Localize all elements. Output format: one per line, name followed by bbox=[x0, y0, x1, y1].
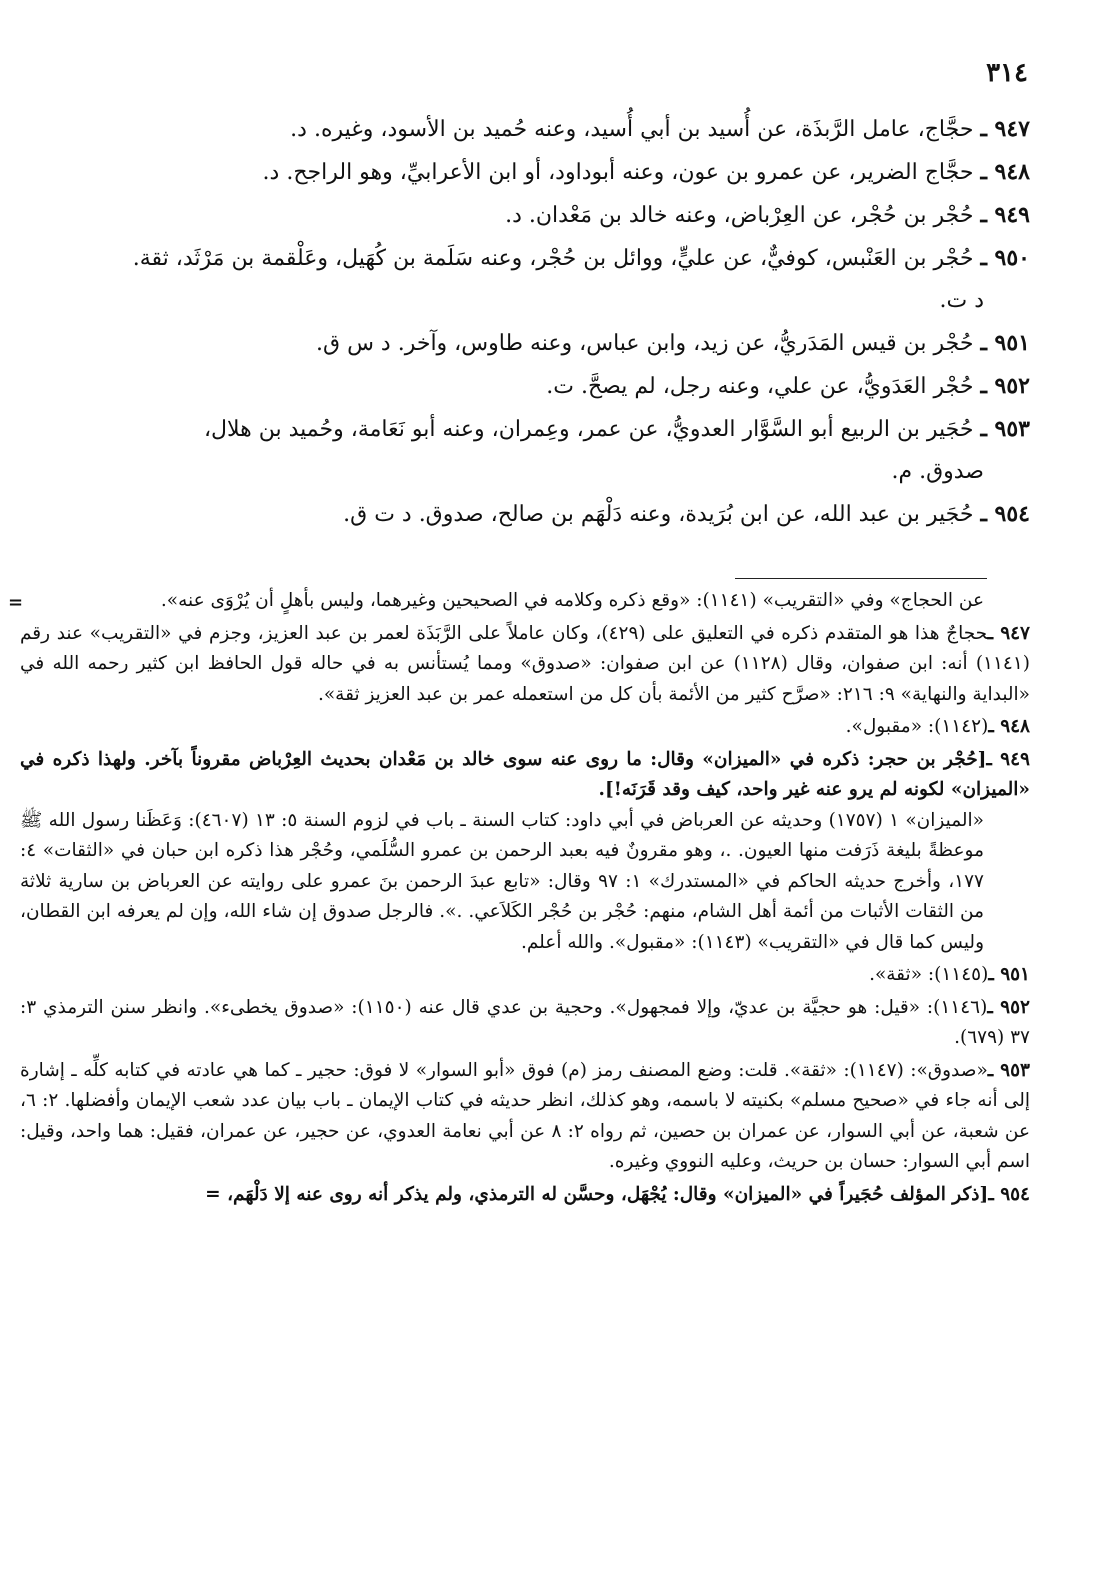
footnote-number: ٩٥٣ ـ bbox=[987, 1059, 1030, 1081]
entry-text: حُجْر بن قيس المَدَريُّ، عن زيد، وابن عباس، وعنه طاوس، وآخر. د س ق. bbox=[316, 331, 974, 356]
entry-number: ٩٥٠ ـ bbox=[980, 245, 1030, 271]
footnote-951 bbox=[20, 960, 1030, 991]
entry-number: ٩٤٩ ـ bbox=[980, 202, 1030, 228]
entry-number: ٩٥١ ـ bbox=[980, 330, 1030, 356]
entry-951 bbox=[28, 322, 1030, 365]
entry-text: حُجَير بن عبد الله، عن ابن بُرَيدة، وعنه دَلْهَم بن صالح، صدوق. د ت ق. bbox=[343, 502, 974, 527]
footnote-text: «صدوق»: (١١٤٧): «ثقة». قلت: وضع المصنف رمز (م) فوق «أبو السوار» لا فوق: حجير ـ كما هي عادته في كتابه كلِّه ـ إشارة إلى أنه جاء في «صحيح مسلم» بكنيته لا باسمه، وهو كذلك، انظر حديثه في كتاب الإيمان ـ باب بيان عدد شعب الإيمان وأفضلها. ٢: ٦، عن شعبة، عن أبي السوار، عن عمران بن حصين، ثم رواه ٢: ٨ عن أبي نعامة العدوي، عن حجير، عن عمران، فقيل: هما واحد، وقيل: اسم أبي السوار: حسان بن حريث، وعليه النووي وغيره. bbox=[20, 1059, 1030, 1172]
footnote-number: ٩٤٧ ـ bbox=[987, 622, 1030, 644]
entry-text: حجَّاج الضرير، عن عمرو بن عون، وعنه أبوداود، أو ابن الأعرابيِّ، وهو الراجح. د. bbox=[262, 160, 974, 185]
footnote-number: ٩٥١ ـ bbox=[988, 964, 1030, 985]
footnote-number: ٩٥٢ ـ bbox=[987, 996, 1030, 1018]
footnote-number: ٩٤٨ ـ bbox=[988, 716, 1030, 737]
main-text bbox=[28, 108, 1030, 536]
entry-953 bbox=[28, 408, 1030, 493]
footnote-954 bbox=[20, 1180, 1030, 1211]
page-number: ٣١٤ bbox=[986, 58, 1028, 88]
footnote-text: «الميزان» ١ (١٧٥٧) وحديثه عن العرباض في أبي داود: كتاب السنة ـ باب في لزوم السنة ٥: ١٣ (٤٦٠٧): وَعَظَنا رسول الله ﷺ موعظةً بليغة ذَرَفت منها العيون. .، وهو مقرونٌ فيه بعبد الرحمن بن عمرو السُّلَمي، وحُجْر هذا ذكره ابن حبان في «الثقات» ٤: ١٧٧، وأخرج حديثه الحاكم في «المستدرك» ١: ٩٧ وقال: «تابع عبدَ الرحمن بنَ عمرو على روايته عن العرباض بن سارية ثلاثة من الثقات الأثبات من أئمة أهل الشام، منهم: حُجْر بن حُجْر الكَلاَعي. .». فالرجل صدوق إن شاء الله، وإن لم يعرفه ابن القطان، وليس كما قال في «التقريب» (١١٤٣): «مقبول». والله أعلم. bbox=[20, 809, 984, 953]
entry-number: ٩٤٧ ـ bbox=[980, 116, 1030, 142]
footnote-text: (١١٤٢): «مقبول». bbox=[845, 716, 989, 737]
entry-950 bbox=[28, 237, 1030, 322]
entry-number: ٩٥٤ ـ bbox=[980, 501, 1030, 527]
entry-text: حُجْر بن العَنْبس، كوفيٌّ، عن عليٍّ، ووائل بن حُجْر، وعنه سَلَمة بن كُهَيل، وعَلْقمة بن مَرْثَد، ثقة. bbox=[132, 246, 974, 271]
footnote-text: (١١٤٥): «ثقة». bbox=[869, 964, 989, 985]
entry-text: حجَّاج، عامل الرَّبذَة، عن أُسيد بن أبي أُسيد، وعنه حُميد بن الأسود، وغيره. د. bbox=[290, 117, 974, 142]
footnote-carry bbox=[20, 586, 1030, 617]
footnote-separator bbox=[735, 578, 987, 579]
continuation-mark: = bbox=[8, 592, 24, 613]
footnote-number: ٩٤٩ ـ bbox=[986, 748, 1030, 770]
entry-continuation: صدوق. م. bbox=[891, 459, 984, 484]
footnote-947 bbox=[20, 619, 1030, 711]
footnote-953 bbox=[20, 1056, 1030, 1178]
footnotes bbox=[20, 586, 1030, 1212]
footnote-948 bbox=[20, 712, 1030, 743]
entry-text: حُجْر بن حُجْر، عن العِرْباض، وعنه خالد بن مَعْدان. د. bbox=[505, 203, 974, 228]
footnote-text: حجاجٌ هذا هو المتقدم ذكره في التعليق على (٤٢٩)، وكان عاملاً على الرَّبَذَة لعمر بن عبد العزيز، وجزم في «التقريب» عند رقم (١١٤١) أنه: ابن صفوان، وقال (١١٢٨) عن ابن صفوان: «صدوق» ومما يُستأنس به في حاله قول الحافظ ابن كثير رحمه الله في «البداية والنهاية» ٩: ٢١٦: «صرَّح كثير من الأئمة بأن كل من استعمله عمر بن عبد العزيز ثقة». bbox=[20, 622, 1030, 705]
entry-952 bbox=[28, 365, 1030, 408]
entry-947 bbox=[28, 108, 1030, 151]
entry-number: ٩٥٣ ـ bbox=[980, 416, 1030, 442]
entry-number: ٩٥٢ ـ bbox=[980, 373, 1030, 399]
footnote-text: [ذكر المؤلف حُجَيراً في «الميزان» وقال: يُجْهَل، وحسَّن له الترمذي، ولم يذكر أنه روى عنه إلا دَلْهَم، bbox=[227, 1183, 989, 1205]
footnote-952 bbox=[20, 993, 1030, 1054]
footnote-text: عن الحجاج» وفي «التقريب» (١١٤١): «وقع ذكره وكلامه في الصحيحين وغيرهما، وليس بأهلٍ أن يُرْوَى عنه». bbox=[160, 590, 984, 611]
footnote-949 bbox=[20, 745, 1030, 959]
entry-954 bbox=[28, 493, 1030, 536]
entry-949 bbox=[28, 194, 1030, 237]
entry-text: حُجْر العَدَويُّ، عن علي، وعنه رجل، لم يصحَّ. ت. bbox=[546, 374, 974, 399]
entry-continuation: د ت. bbox=[939, 288, 984, 313]
footnote-bold-text: [حُجْر بن حجر: ذكره في «الميزان» وقال: ما روى عنه سوى خالد بن مَعْدان بحديث العِرْباض مقروناً بآخر. ولهذا ذكره في «الميزان» لكونه لم يرو عنه غير واحد، كيف وقد قَرَنَه!]. bbox=[20, 748, 1030, 800]
entry-948 bbox=[28, 151, 1030, 194]
entry-text: حُجَير بن الربيع أبو السَّوَّار العدويُّ، عن عمر، وعِمران، وعنه أبو نَعَامة، وحُميد بن هلال، bbox=[203, 417, 974, 442]
footnote-number: ٩٥٤ ـ bbox=[988, 1183, 1030, 1205]
entry-number: ٩٤٨ ـ bbox=[980, 159, 1030, 185]
continuation-mark: = bbox=[205, 1183, 221, 1205]
footnote-text: (١١٤٦): «قيل: هو حجيَّة بن عديّ، وإلا فمجهول». وحجية بن عدي قال عنه (١١٥٠): «صدوق يخطىء». وانظر سنن الترمذي ٣: ٣٧ (٦٧٩). bbox=[20, 996, 1030, 1048]
